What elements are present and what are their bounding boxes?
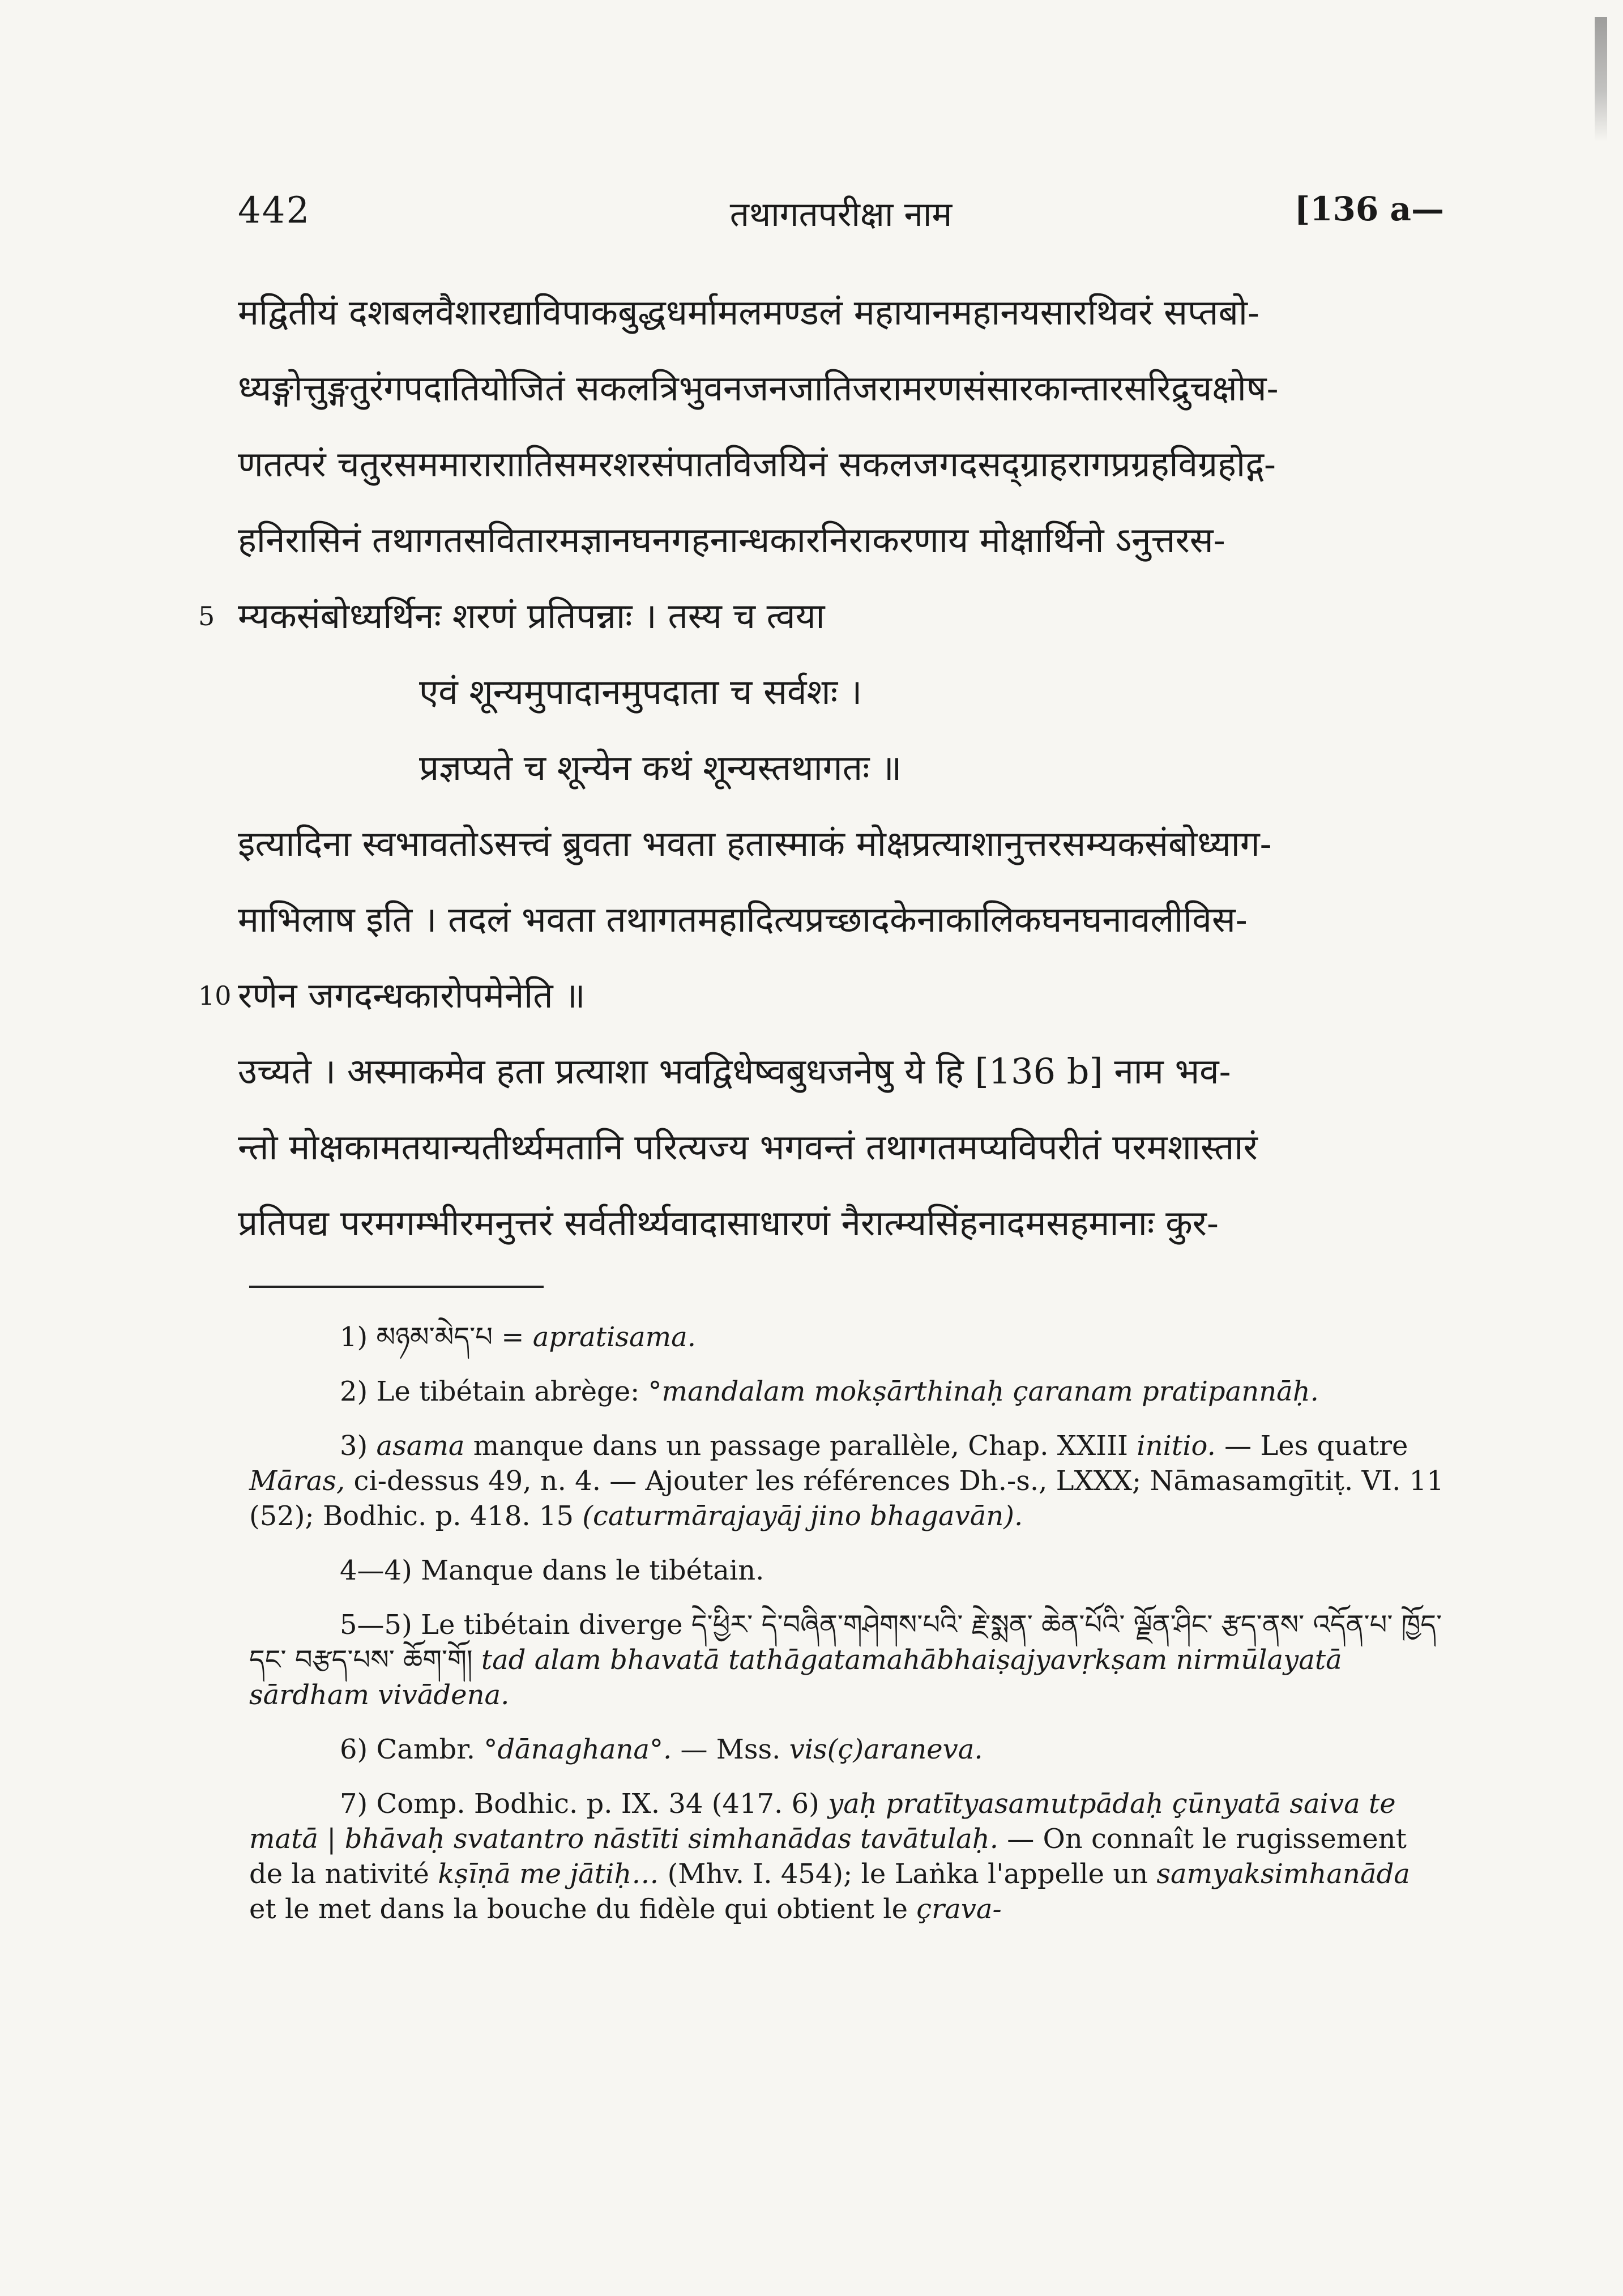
- sanskrit-body-text: [198, 275, 1444, 1261]
- line-text: म्यकसंबोध्यर्थिनः शरणं प्रतिपन्नाः । तस्य च त्वया: [238, 595, 825, 637]
- text-line: [238, 351, 1444, 426]
- section-reference: [136 a—: [1294, 190, 1444, 228]
- line-text: एवं शून्यमुपादानमुपदाता च सर्वशः ।: [419, 671, 862, 712]
- text-line: [238, 882, 1444, 958]
- line-text: णतत्परं चतुरसममाराराातिसमरशरसंपातविजयिनं सकलजगदसद्ग्राहरागप्रग्रहविग्रहोद्ग-: [238, 443, 1276, 485]
- verse-line: [238, 730, 1444, 806]
- footnote-2: 2) Le tibétain abrège: °mandalam mokṣārthinaḥ çaranam pratipannāḥ.: [340, 1376, 1319, 1407]
- line-number: 10: [198, 980, 232, 1011]
- line-text: हनिरासिनं तथागतसवितारमज्ञानघनगहनान्धकारनिराकरणाय मोक्षार्थिनो ऽनुत्तरस-: [238, 519, 1225, 561]
- line-text: ध्यङ्गोत्तुङ्गतुरंगपदातियोजितं सकलत्रिभुवनजनजातिजरामरणसंसारकान्तारसरिद्रुचक्षोष-: [238, 368, 1279, 409]
- line-text: प्रज्ञप्यते च शून्येन कथं शून्यस्तथागतः ॥: [419, 747, 902, 788]
- text-line: [238, 426, 1444, 502]
- running-header: [238, 190, 1444, 241]
- verse-line: [238, 654, 1444, 730]
- text-line: [198, 578, 1444, 654]
- text-line: [238, 806, 1444, 882]
- footnote-6: 6) Cambr. °dānaghana°. — Mss. vis(ç)araneva.: [340, 1734, 983, 1765]
- line-number: 5: [198, 601, 215, 631]
- text-line: [198, 958, 1444, 1034]
- line-text: माभिलाष इति । तदलं भवता तथागतमहादित्यप्रच्छादकेनाकालिकघनघनावलीविस-: [238, 899, 1248, 940]
- text-line: [238, 1034, 1444, 1109]
- line-text: न्तो मोक्षकामतयान्यतीर्थ्यमतानि परित्यज्य भगवन्तं तथागतमप्यविपरीतं परमशास्तारं: [238, 1126, 1258, 1168]
- line-text: प्रतिपद्य परमगम्भीरमनुत्तरं सर्वतीर्थ्यवादासाधारणं नैरात्म्यसिंहनादमसहमानाः कुर-: [238, 1202, 1219, 1244]
- text-line: [238, 275, 1444, 351]
- text-line: [238, 1185, 1444, 1261]
- footnote-7: 7) Comp. Bodhic. p. IX. 34 (417. 6) yaḥ pratītyasamutpādaḥ çūnyatā saiva te matā | bhāvaḥ svatantro nāstīti simhanādas tavātulaḥ. — On connaît le rugissement de la nativité kṣīṇā me jātiḥ… (Mhv. I. 454); le Laṅka l'appelle un samyaksimhanāda et le met dans la bouche du fidèle qui obtient le çrava-: [249, 1788, 1410, 1925]
- tibetan-text: དེ་ཕྱིར་ དེ་བཞིན་གཤེགས་པའི་ རྗེ་སྨན་ ཆེན་པོའི་ ལྗོན་ཤིང་ རྩད་ནས་ འདོན་པ་ ཁྱོད་ དང་ བརྩད་པས་ ཆོག་གོ།: [249, 1609, 1442, 1676]
- footnote-4: 4—4) Manque dans le tibétain.: [340, 1555, 764, 1586]
- footnote-1: 1) མཉམ་མེད་པ = apratisama.: [340, 1321, 696, 1353]
- footnote-divider: [249, 1286, 544, 1288]
- footnote-3: 3) asama manque dans un passage parallèle, Chap. XXIII initio. — Les quatre Māras, ci-dessus 49, n. 4. — Ajouter les références Dh.-s., LXXX; Nāmasamgītiṭ. VI. 11 (52); Bodhic. p. 418. 15 (caturmārajayāj jino bhagavān).: [249, 1430, 1444, 1532]
- scan-edge-mark: [1595, 17, 1607, 142]
- tibetan-text: མཉམ་མེད་པ: [376, 1321, 493, 1353]
- footnotes: [249, 1320, 1444, 1946]
- footnote-5: 5—5) Le tibétain diverge དེ་ཕྱིར་ དེ་བཞིན་གཤེགས་པའི་ རྗེ་སྨན་ ཆེན་པོའི་ ལྗོན་ཤིང་ རྩད་ནས་ འདོན་པ་ ཁྱོད་ དང་ བརྩད་པས་ ཆོག་གོ། tad alam bhavatā tathāgatamahābhaiṣajyavṛkṣam nirmūlayatā sārdham vivādena.: [249, 1609, 1442, 1711]
- line-text: इत्यादिना स्वभावतोऽसत्त्वं ब्रुवता भवता हतास्माकं मोक्षप्रत्याशानुत्तरसम्यकसंबोध्याग-: [238, 823, 1272, 864]
- text-line: [238, 502, 1444, 578]
- running-title: तथागतपरीक्षा नाम: [729, 195, 953, 234]
- line-text: मद्वितीयं दशबलवैशारद्याविपाकबुद्धधर्मामलमण्डलं महायानमहानयसारथिवरं सप्तबो-: [238, 292, 1259, 333]
- line-text: उच्यते । अस्माकमेव हता प्रत्याशा भवद्विधेष्वबुधजनेषु ये हि [136 b] नाम भव-: [238, 1051, 1231, 1092]
- page-number: 442: [238, 190, 311, 232]
- text-line: [238, 1109, 1444, 1185]
- line-text: रणेन जगदन्धकारोपमेनेति ॥: [238, 975, 586, 1016]
